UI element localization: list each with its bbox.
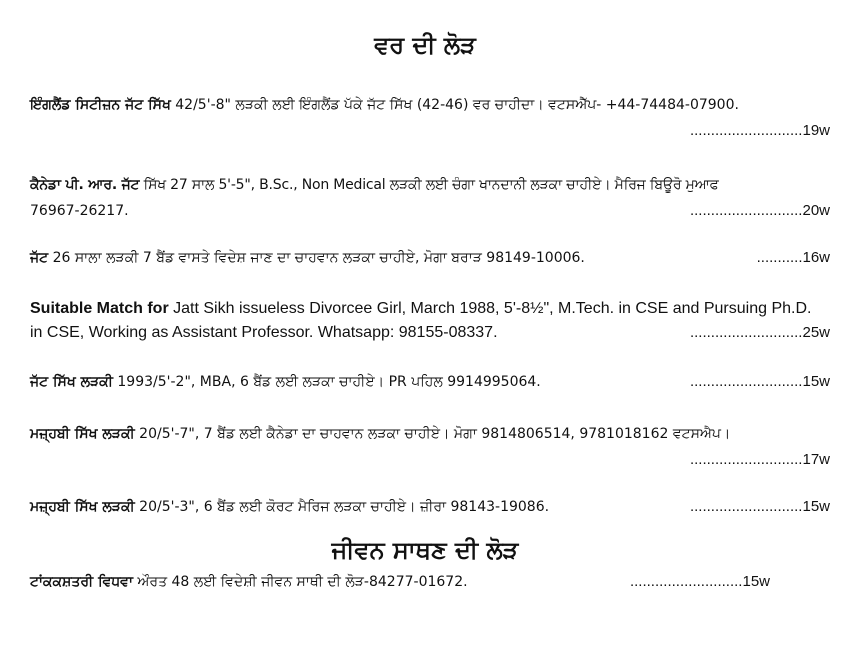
ad-5-bold: ਜੱਟ ਸਿੱਖ ਲੜਕੀ — [30, 374, 113, 390]
bride-wanted-heading: ਜੀਵਨ ਸਾਥਣ ਦੀ ਲੋੜ — [331, 536, 519, 564]
ad-3-bold: ਜੱਟ — [30, 250, 49, 266]
ad-3-text: 26 ਸਾਲਾ ਲੜਕੀ 7 ਬੈਂਡ ਵਾਸਤੇ ਵਿਦੇਸ਼ ਜਾਣ ਦਾ ਚਾਹਵਾਨ ਲੜਕਾ ਚਾਹੀਏ, ਮੋਗਾ ਬਰਾੜ 98149-10006. — [48, 250, 585, 266]
ad-4-text: Jatt Sikh issueless Divorcee Girl, March 1988, 5'-8½", M.Tech. in CSE and Pursuing Ph.D. — [168, 300, 812, 317]
ad-8-line — [30, 572, 468, 592]
ad-8-bold: ਟਾਂਕਕਸ਼ਤਰੀ ਵਿਧਵਾ — [30, 574, 133, 590]
ad-4-text-cont: in CSE, Working as Assistant Professor. Whatsapp: 98155-08337. — [30, 324, 498, 341]
ad-7-line — [30, 497, 549, 517]
ad-4 — [30, 297, 830, 345]
ad-1-bold: ਇੰਗਲੈਂਡ ਸਿਟੀਜ਼ਨ ਜੱਟ ਸਿੱਖ — [30, 97, 171, 113]
ad-8 — [30, 572, 770, 592]
ad-5 — [30, 372, 830, 392]
ad-1-rate-row — [30, 121, 830, 141]
ad-6-line — [30, 424, 830, 444]
ad-6 — [30, 424, 830, 470]
ad-8-rate: ...........................15w — [629, 573, 770, 590]
ad-4-line — [30, 297, 830, 321]
ad-1 — [30, 95, 830, 141]
ad-1-rate: ...........................19w — [689, 122, 830, 139]
ad-8-rate-row — [30, 572, 770, 592]
ad-8-text: ਔਰਤ 48 ਲਈ ਵਿਦੇਸ਼ੀ ਜੀਵਨ ਸਾਥੀ ਦੀ ਲੋੜ-84277-01672. — [132, 574, 468, 590]
ad-7-bold: ਮਜ਼੍ਹਬੀ ਸਿੱਖ ਲੜਕੀ — [30, 499, 135, 515]
ad-3 — [30, 248, 830, 268]
ad-1-text: 42/5'-8" ਲੜਕੀ ਲਈ ਇੰਗਲੈਂਡ ਪੱਕੇ ਜੱਟ ਸਿੱਖ (42-46) ਵਰ ਚਾਹੀਦਾ। ਵਟਸਐੱਪ- +44-74484-07900. — [170, 97, 739, 113]
ad-2 — [30, 175, 830, 221]
ad-2-text-cont: 76967-26217. — [30, 203, 129, 219]
ad-6-text: 20/5'-7", 7 ਬੈਂਡ ਲਈ ਕੈਨੇਡਾ ਦਾ ਚਾਹਵਾਨ ਲੜਕਾ ਚਾਹੀਏ। ਮੋਗਾ 9814806514, 9781018162 ਵਟਸਐਪ। — [134, 426, 731, 442]
ad-2-text: ਸਿੱਖ 27 ਸਾਲ 5'-5", B.Sc., Non Medical ਲੜਕੀ ਲਈ ਚੰਗਾ ਖਾਨਦਾਨੀ ਲੜਕਾ ਚਾਹੀਏ। ਮੈਰਿਜ ਬਿਊਰੋ ਮੁਆਫ — [139, 177, 719, 193]
ad-3-line — [30, 248, 585, 268]
ad-3-rate-row — [30, 248, 830, 268]
ad-2-rate-row — [30, 201, 830, 221]
ad-2-bold: ਕੈਨੇਡਾ ਪੀ. ਆਰ. ਜੱਟ — [30, 177, 140, 193]
ad-5-text: 1993/5'-2", MBA, 6 ਬੈਂਡ ਲਈ ਲੜਕਾ ਚਾਹੀਏ। PR ਪਹਿਲ 9914995064. — [112, 374, 541, 390]
ad-2-line — [30, 175, 830, 195]
ad-1-line — [30, 95, 830, 115]
ad-5-rate: ...........................15w — [689, 373, 830, 390]
ad-4-rate: ...........................25w — [689, 324, 830, 341]
ad-4-bold: Suitable Match for — [30, 300, 169, 317]
ad-6-bold: ਮਜ਼੍ਹਬੀ ਸਿੱਖ ਲੜਕੀ — [30, 426, 135, 442]
groom-wanted-heading: ਵਰ ਦੀ ਲੋੜ — [374, 31, 476, 59]
ad-7 — [30, 497, 830, 517]
ad-5-rate-row — [30, 372, 830, 392]
ad-3-rate: ...........16w — [756, 249, 830, 266]
ad-7-text: 20/5'-3", 6 ਬੈਂਡ ਲਈ ਕੋਰਟ ਮੈਰਿਜ ਲੜਕਾ ਚਾਹੀਏ। ਜ਼ੀਰਾ 98143-19086. — [134, 499, 550, 515]
ad-4-rate-row — [30, 321, 830, 345]
ad-6-rate: ...........................17w — [689, 451, 830, 468]
ad-5-line — [30, 372, 541, 392]
ad-7-rate: ...........................15w — [689, 498, 830, 515]
ad-6-rate-row — [30, 450, 830, 470]
ad-7-rate-row — [30, 497, 830, 517]
ad-2-rate: ...........................20w — [689, 202, 830, 219]
